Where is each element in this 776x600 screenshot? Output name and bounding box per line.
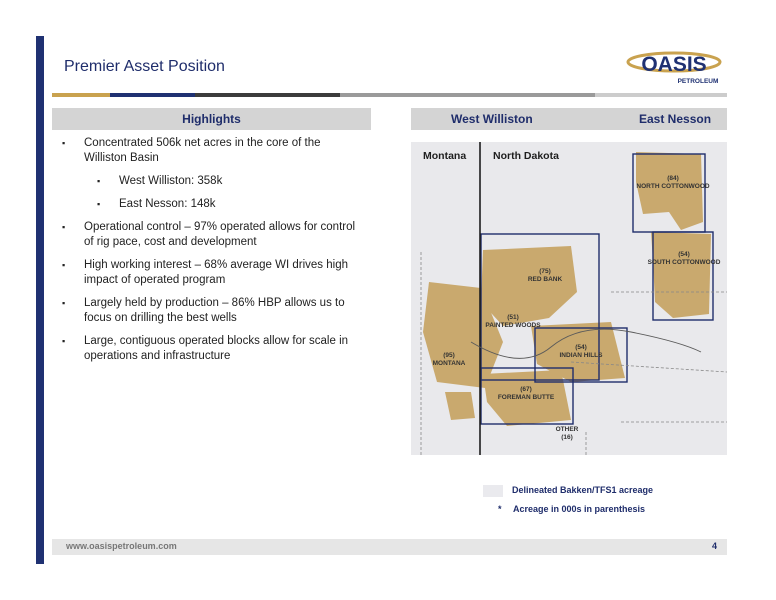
field-label-foreman-butte: (67) FOREMAN BUTTE (497, 386, 555, 401)
slide-title: Premier Asset Position (64, 58, 225, 75)
acreage-map (411, 142, 727, 455)
stripe-dark (195, 93, 340, 97)
field-label-montana: (95) MONTANA (432, 352, 466, 367)
highlights-list (62, 136, 362, 372)
legend-text: Delineated Bakken/TFS1 acreage (512, 485, 654, 495)
stripe-gray (340, 93, 595, 97)
logo-name: OASIS (641, 53, 707, 76)
field-label-north-cottonwood: (84) NORTH COTTONWOOD (636, 175, 710, 190)
page-number: 4 (711, 541, 717, 551)
acreage-note: Acreage in 000s in parenthesis (513, 504, 646, 514)
field-label-south-cottonwood: (54) SOUTH COTTONWOOD (647, 251, 721, 266)
note-mark: * (498, 504, 502, 514)
field-label-red-bank: (75) RED BANK (527, 268, 563, 283)
footer-bar (52, 539, 727, 555)
field-label-other: OTHER (16) (555, 426, 579, 441)
header-east-nesson: East Nesson (639, 112, 712, 126)
oasis-logo (626, 48, 722, 88)
stripe-light (595, 93, 727, 97)
stripe-navy (110, 93, 195, 97)
state-label-north-dakota: North Dakota (493, 150, 559, 162)
field-label-indian-hills: (54) INDIAN HILLS (559, 344, 603, 359)
map-header (411, 108, 727, 130)
left-accent-bar (36, 36, 44, 564)
bullet-acres: ▪ Concentrated 506k net acres in the core of the Williston Basin (62, 136, 362, 166)
state-label-montana: Montana (423, 150, 467, 162)
stripe-gold (52, 93, 110, 97)
bullet-west-williston: ▪ West Williston: 358k (62, 174, 362, 189)
bullet-operational-control: ▪ Operational control – 97% operated allows for control of rig pace, cost and development (62, 220, 362, 250)
legend-swatch (483, 485, 503, 497)
logo-sub: PETROLEUM (677, 78, 719, 85)
bullet-contiguous-blocks: ▪ Large, contiguous operated blocks allow for scale in operations and infrastructure (62, 334, 362, 364)
bullet-working-interest: ▪ High working interest – 68% average WI drives high impact of operated program (62, 258, 362, 288)
bullet-held-by-production: ▪ Largely held by production – 86% HBP allows us to focus on drilling the best wells (62, 296, 362, 326)
highlights-header: Highlights (52, 108, 371, 130)
field-label-painted-woods: (51) PAINTED WOODS (485, 314, 541, 329)
header-west-williston: West Williston (451, 112, 533, 126)
bullet-east-nesson: ▪ East Nesson: 148k (62, 197, 362, 212)
footer-url: www.oasispetroleum.com (66, 541, 177, 551)
